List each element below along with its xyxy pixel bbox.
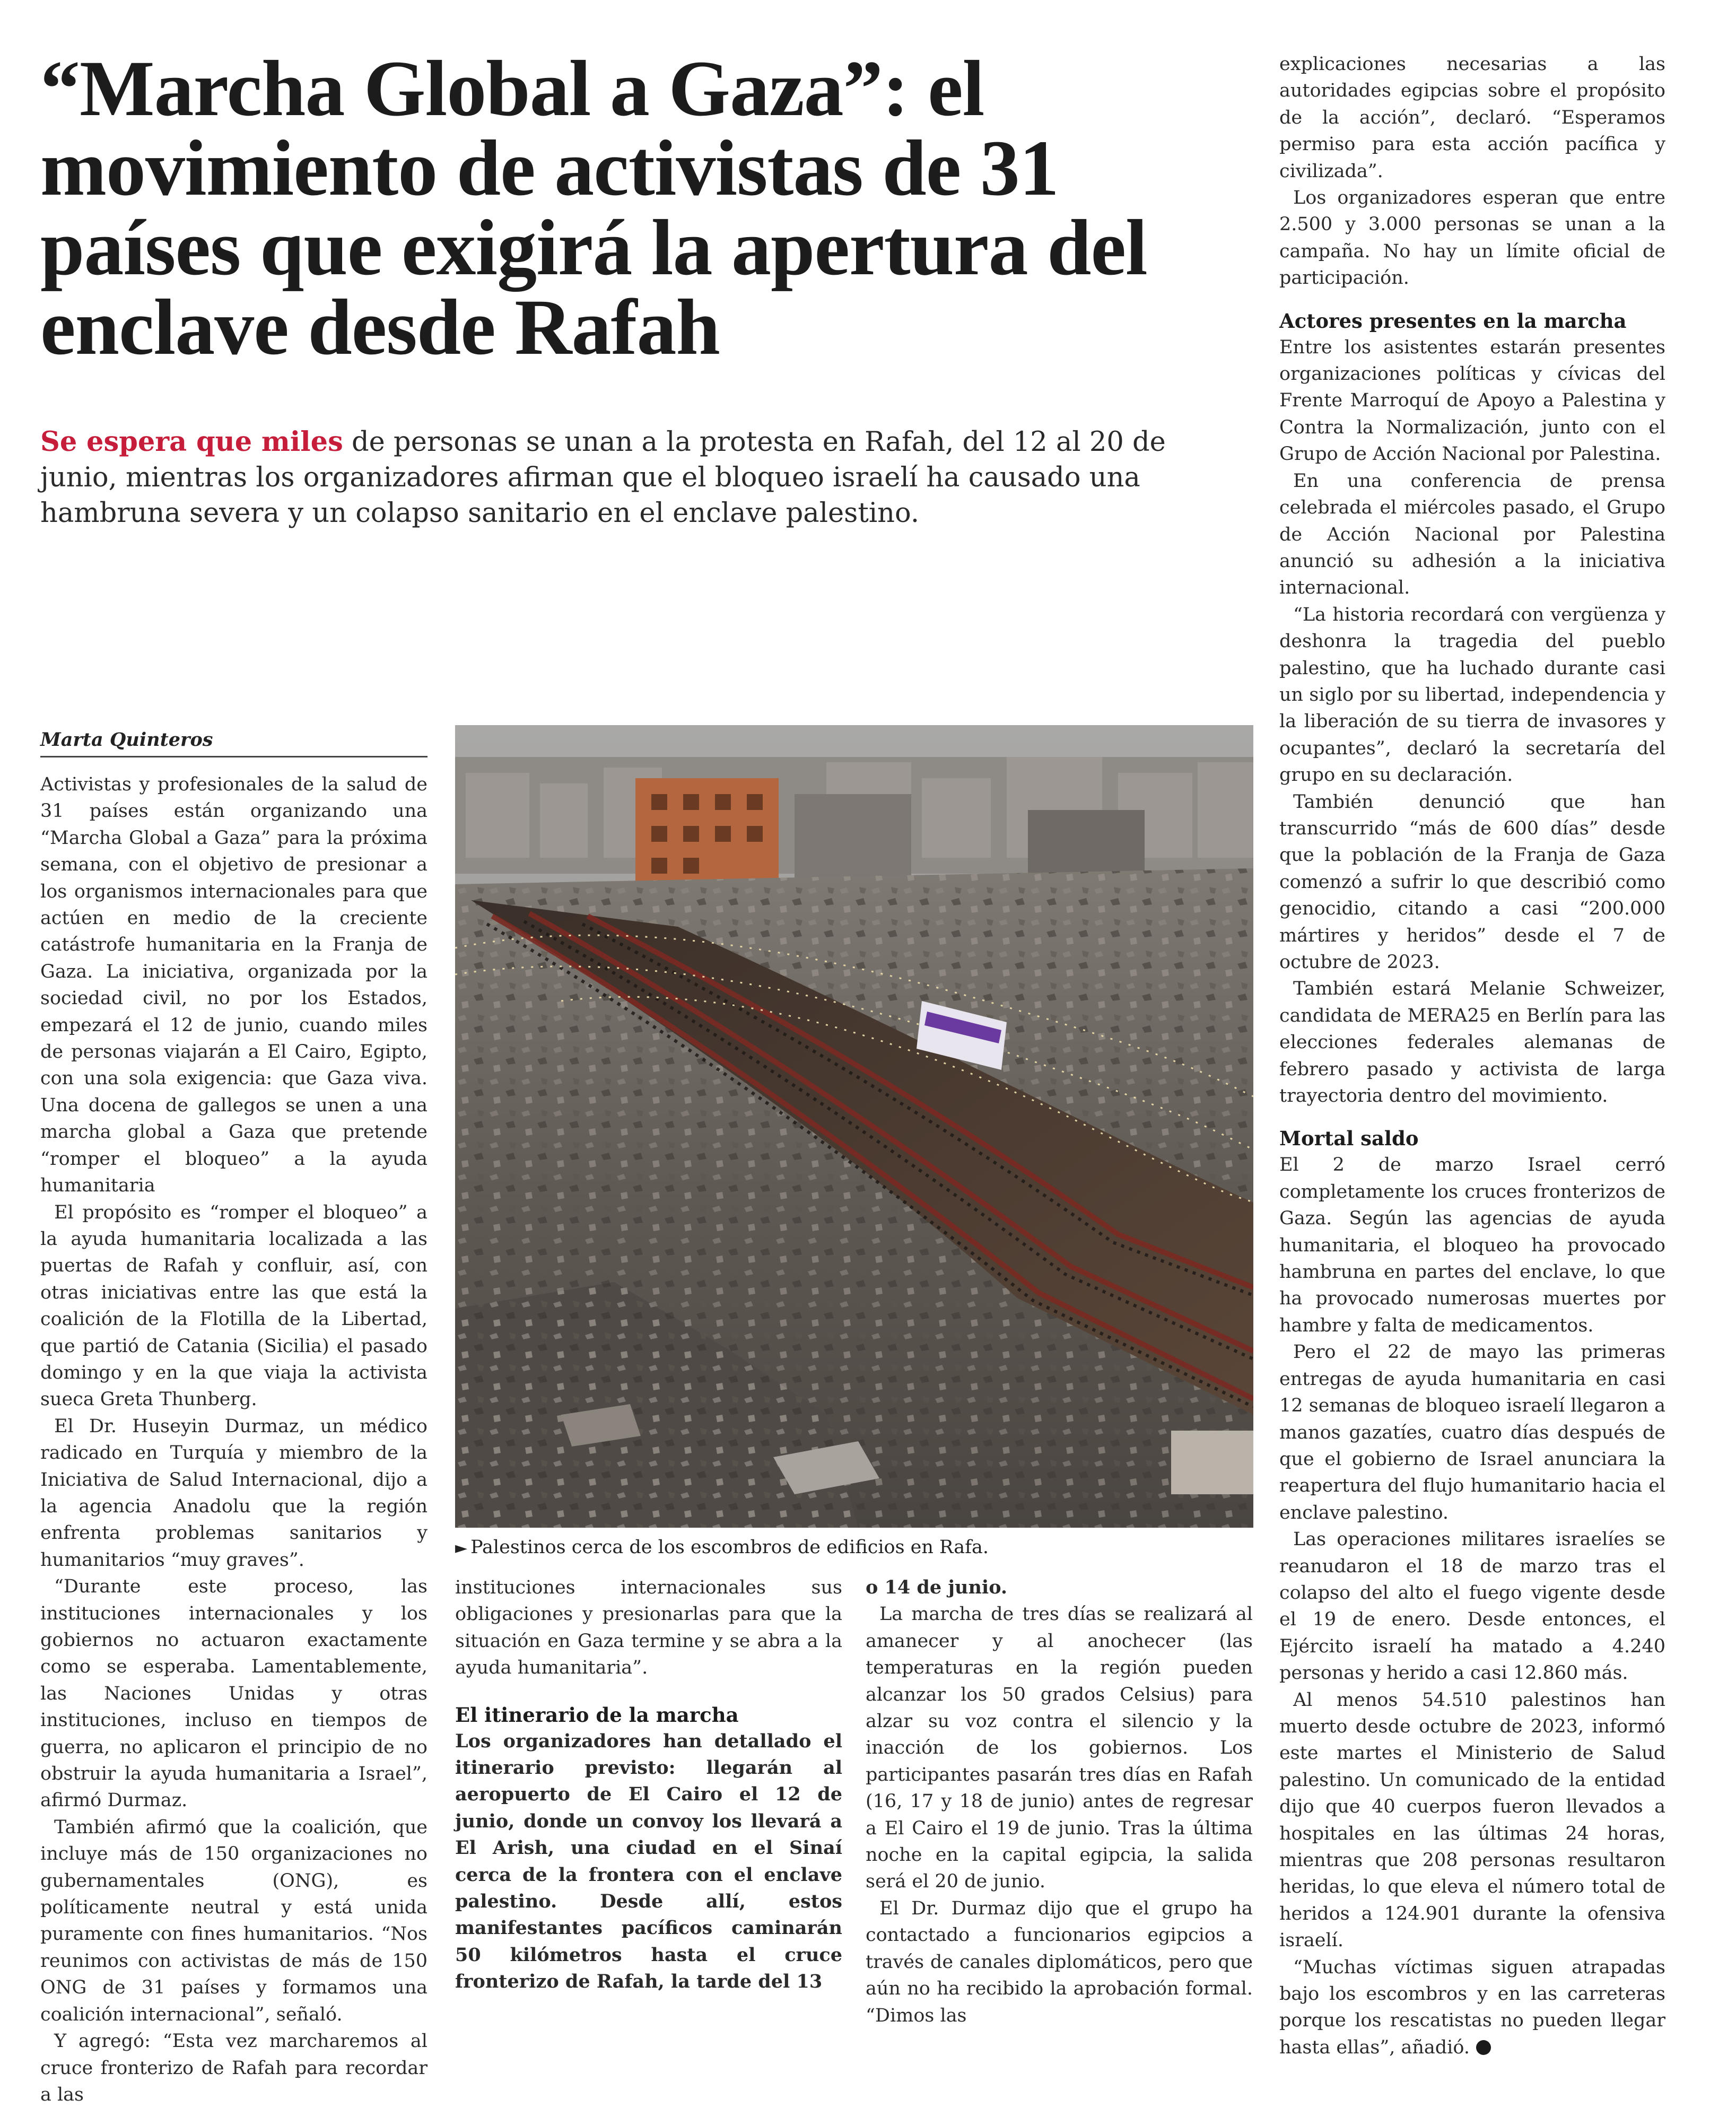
paragraph: Los organizadores esperan que entre 2.500 y 3.000 personas se unan a la campaña. No hay un límite oficial de participación. bbox=[1279, 187, 1665, 289]
closing-text: “Muchas víctimas siguen atrapadas bajo los escombros y en las carreteras porque los rescatistas no pueden llegar hasta ellas”, añadió. bbox=[1279, 1956, 1665, 2058]
news-photo bbox=[455, 725, 1253, 1528]
paragraph: En una conferencia de prensa celebrada el miércoles pasado, el Grupo de Acción Nacional por Palestina anunció su adhesión a la iniciativa internacional. bbox=[1279, 470, 1665, 599]
byline: Marta Quinteros bbox=[40, 728, 428, 757]
paragraph: Entre los asistentes estarán presentes organizaciones políticas y cívicas del Frente Marroquí de Apoyo a Palestina y Contra la Normalización, junto con el Grupo de Acción Nacional por Palestina. bbox=[1279, 336, 1665, 465]
paragraph: instituciones internacionales sus obligaciones y presionarlas para que la situación en Gaza termine y se abra a la ayuda humanitaria”. bbox=[455, 1577, 842, 1679]
paragraph: o 14 de junio. bbox=[866, 1576, 1008, 1598]
section-heading: Actores presentes en la marcha bbox=[1279, 309, 1627, 333]
paragraph: También afirmó que la coalición, que incluye más de 150 organizaciones no gubernamentales (ONG), es políticamente neutral y está unida puramente con fines humanitarios. “Nos reunimos con activistas de más de 150 ONG de 31 países y formamos una coalición internacional”, señaló. bbox=[40, 1816, 428, 2025]
paragraph: Al menos 54.510 palestinos han muerto desde octubre de 2023, informó este martes el Ministerio de Salud palestino. Un comunicado de la entidad dijo que 40 cuerpos fueron llevados a hospitales en las últimas 24 horas, mientras que 208 personas resultaron heridas, lo que eleva el número total de heridos a 124.901 durante la ofensiva israelí. bbox=[1279, 1689, 1665, 1952]
section-heading: Mortal saldo bbox=[1279, 1127, 1419, 1151]
paragraph: También estará Melanie Schweizer, candidata de MERA25 en Berlín para las elecciones federales alemanas de febrero pasado y activista de larga trayectoria dentro del movimiento. bbox=[1279, 978, 1665, 1107]
paragraph: El Dr. Huseyin Durmaz, un médico radicado en Turquía y miembro de la Iniciativa de Salud Internacional, dijo a la agencia Anadolu que la región enfrenta problemas sanitarios y humanitarios “muy graves”. bbox=[40, 1415, 428, 1571]
paragraph: Y agregó: “Esta vez marcharemos al cruce fronterizo de Rafah para recordar a las bbox=[40, 2031, 428, 2105]
paragraph: El Dr. Durmaz dijo que el grupo ha contactado a funcionarios egipcios a través de canales diplomáticos, pero que aún no ha recibido la aprobación formal. “Dimos las bbox=[866, 1897, 1253, 2026]
paragraph: También denunció que han transcurrido “más de 600 días” desde que la población de la Franja de Gaza comenzó a sufrir lo que describió como genocidio, citando a casi “200.000 mártires y heridos” desde el 7 de octubre de 2023. bbox=[1279, 791, 1665, 973]
subtitle-lead: Se espera que miles bbox=[40, 426, 343, 458]
paragraph: Pero el 22 de mayo las primeras entregas de ayuda humanitaria en casi 12 semanas de bloqueo israelí llegaron a manos gazatíes, cuatro días después de que el gobierno de Israel anunciara la reapertura del flujo humanitario hacia el enclave palestino. bbox=[1279, 1342, 1665, 1523]
photo-caption bbox=[455, 1536, 1253, 1560]
paragraph: explicaciones necesarias a las autoridades egipcias sobre el propósito de la acción”, declaró. “Esperamos permiso para esta acción pacífica y civilizada”. bbox=[1279, 54, 1665, 182]
paragraph: “Durante este proceso, las instituciones internacionales y los gobiernos no actuaron exactamente como se esperaba. Lamentablemente, las Naciones Unidas y otras instituciones, incluso en tiempos de guerra, no aplicaron el principio de no obstruir la ayuda humanitaria a Israel”, afirmó Durmaz. bbox=[40, 1576, 428, 1811]
caption-arrow-icon: ► bbox=[455, 1539, 468, 1557]
paragraph: Los organizadores han detallado el itinerario previsto: llegarán al aeropuerto de El Cairo el 12 de junio, donde un convoy los llevará a El Arish, una ciudad en el Sinaí cerca de la frontera con el enclave palestino. Desde allí, estos manifestantes pacíficos caminarán 50 kilómetros hasta el cruce fronterizo de Rafah, la tarde del 13 bbox=[455, 1730, 842, 1993]
headline: “Marcha Global a Gaza”: el movimiento de activistas de 31 países que exigirá la apertura del enclave desde Rafah bbox=[40, 45, 1147, 371]
paragraph: Activistas y profesionales de la salud de 31 países están organizando una “Marcha Global a Gaza” para la próxima semana, con el objetivo de presionar a los organismos internacionales para que actúen en medio de la creciente catástrofe humanitaria en la Franja de Gaza. La iniciativa, organizada por la sociedad civil, no por los Estados, empezará el 12 de junio, cuando miles de personas viajarán a El Cairo, Egipto, con una sola exigencia: que Gaza viva. Una docena de gallegos se unen a una marcha global a Gaza que pretende “romper el bloqueo” a la ayuda humanitaria bbox=[40, 774, 428, 1197]
paragraph: La marcha de tres días se realizará al amanecer y al anochecer (las temperaturas en la región pueden alcanzar los 50 grados Celsius) para alzar su voz contra el silencio y la inacción de los gobiernos. Los participantes pasarán tres días en Rafah (16, 17 y 18 de junio) antes de regresar a El Cairo el 19 de junio. Tras la última noche en la capital egipcia, la salida será el 20 de junio. bbox=[866, 1604, 1253, 1893]
paragraph bbox=[1279, 1954, 1665, 2061]
column-2 bbox=[455, 1574, 842, 1996]
paragraph: El 2 de marzo Israel cerró completamente los cruces fronterizos de Gaza. Según las agencias de ayuda humanitaria, el bloqueo ha provocado hambruna en partes del enclave, lo que ha provocado numerosas muertes por hambre y falta de medicamentos. bbox=[1279, 1154, 1665, 1336]
column-4 bbox=[1279, 51, 1665, 2061]
section-heading: El itinerario de la marcha bbox=[455, 1703, 739, 1727]
subtitle-text: de personas se unan a la protesta en Rafah, del 12 al 20 de junio, mientras los organizadores afirman que el bloqueo israelí ha causado una hambruna severa y un colapso sanitario en el enclave palestino. bbox=[40, 426, 1166, 529]
paragraph: Las operaciones militares israelíes se reanudaron el 18 de marzo tras el colapso del alto el fuego vigente desde el 19 de enero. Desde entonces, el Ejército israelí ha matado a 4.240 personas y herido a casi 12.860 más. bbox=[1279, 1529, 1665, 1684]
paragraph: “La historia recordará con vergüenza y deshonra la tragedia del pueblo palestino, que ha luchado durante casi un siglo por su libertad, independencia y la liberación de su tierra de invasores y ocupantes”, declaró la secretaría del grupo en su declaración. bbox=[1279, 604, 1665, 786]
caption-text: Palestinos cerca de los escombros de edificios en Rafa. bbox=[470, 1537, 989, 1558]
column-3 bbox=[866, 1574, 1253, 2029]
subtitle bbox=[40, 424, 1181, 531]
paragraph: El propósito es “romper el bloqueo” a la ayuda humanitaria localizada a las puertas de Rafah y confluir, así, con otras iniciativas entre las que está la coalición de la Flotilla de la Libertad, que partió de Catania (Sicilia) el pasado domingo y en la que viaja la activista sueca Greta Thunberg. bbox=[40, 1201, 428, 1410]
column-1 bbox=[40, 771, 428, 2108]
end-mark-icon bbox=[1476, 2040, 1491, 2055]
